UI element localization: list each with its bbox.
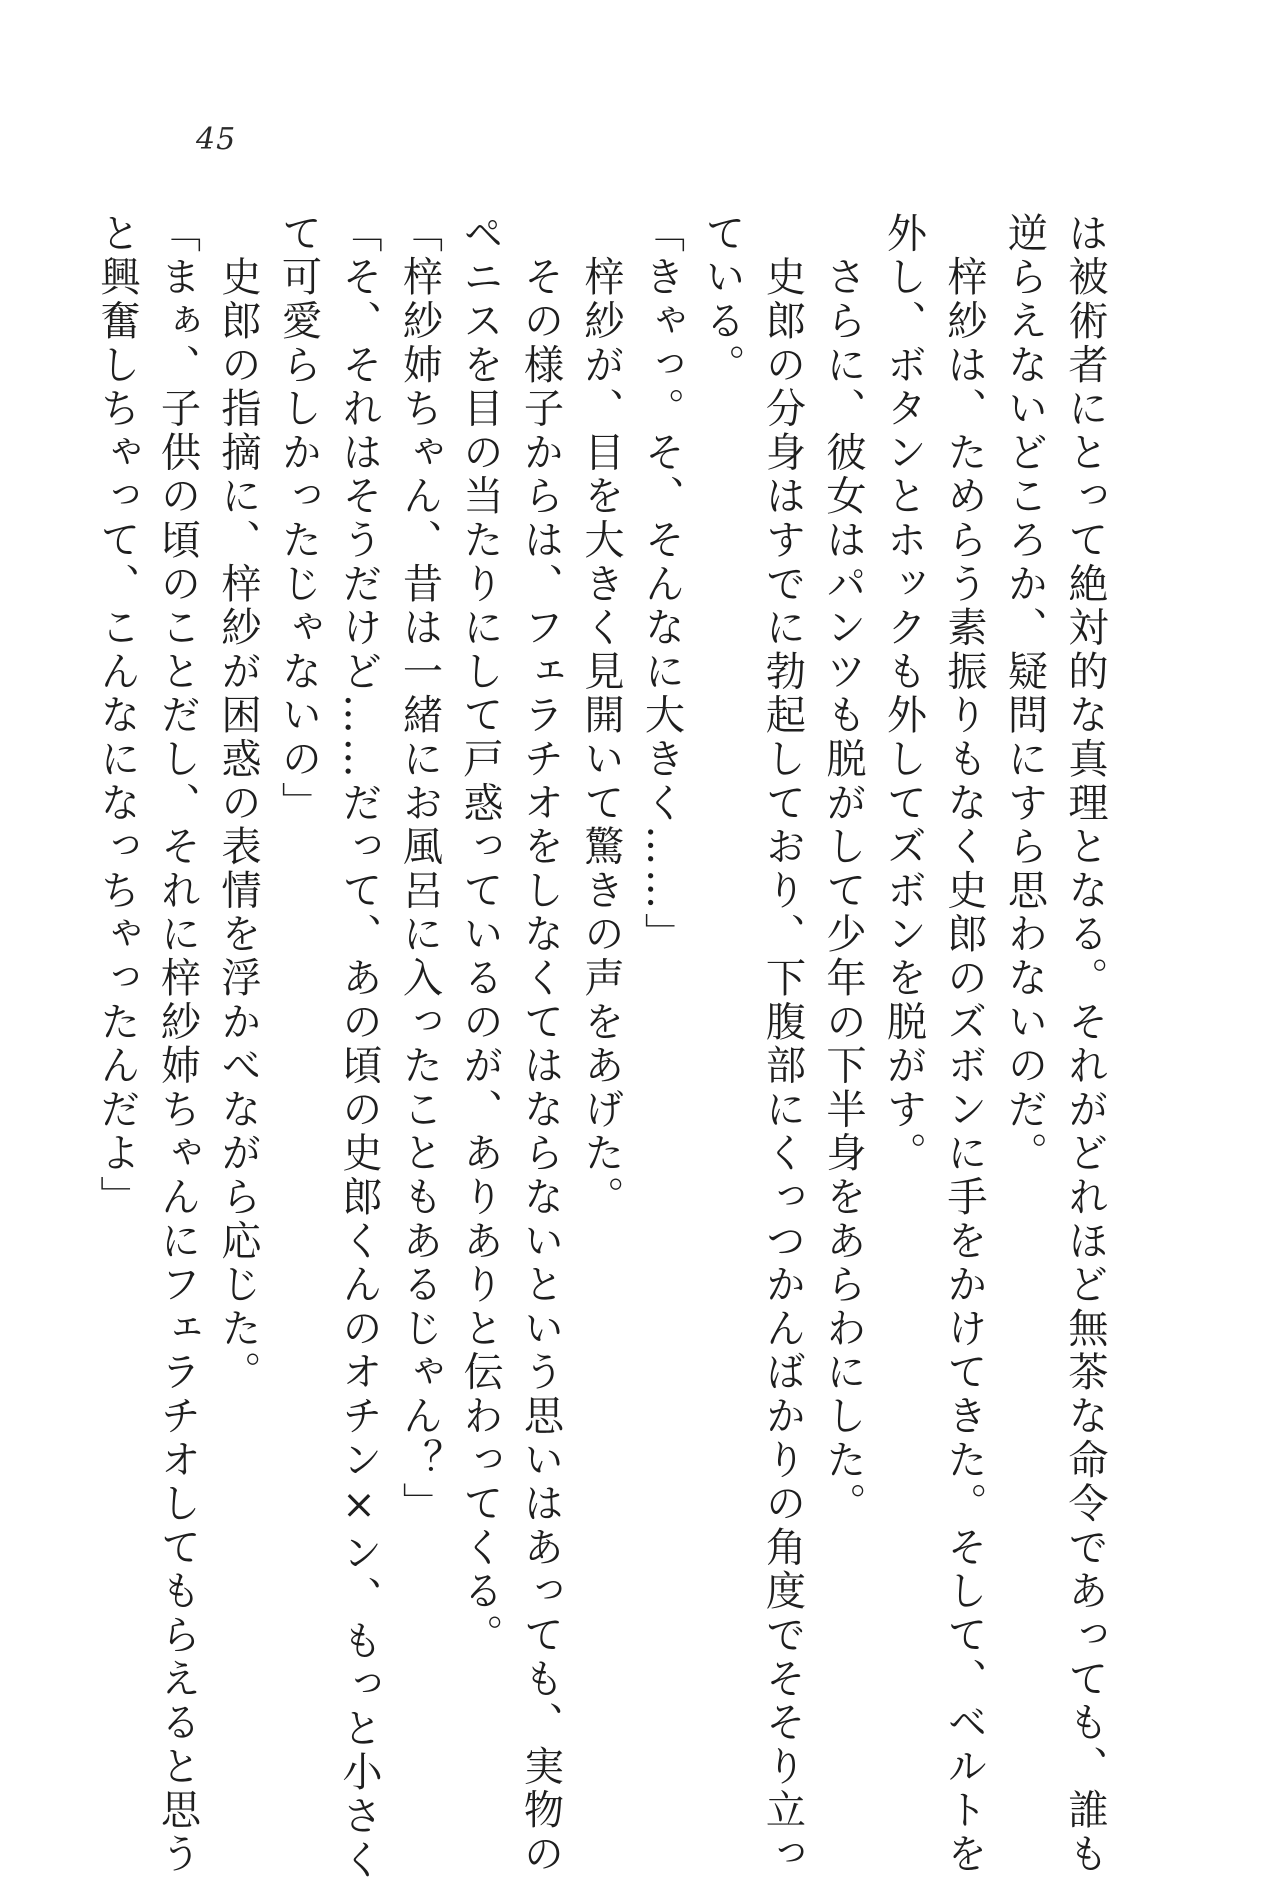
text-line-4: 外し、ボタンとホックも外してズボンを脱がす。 (880, 212, 927, 1176)
text-line-11: ペニスを目の当たりにして戸惑っているのが、ありありと伝わってくる。 (457, 212, 503, 1658)
text-line-8: 「きゃっ。そ、そんなに大きく……」 (638, 212, 685, 957)
text-line-14: て可愛らしかったじゃないの」 (275, 212, 322, 826)
text-line-3: 梓紗は、ためらう素振りもなく史郎のズボンに手をかけてきた。そして、ベルトを (941, 212, 987, 1877)
body-text (94, 212, 1115, 1882)
text-line-2: 逆らえないどころか、疑問にすら思わないのだ。 (1001, 212, 1048, 1176)
text-line-1: は被術者にとって絶対的な真理となる。それがどれほど無茶な命令であっても、誰も (1062, 212, 1108, 1877)
text-line-16: 「まぁ、子供の頃のことだし、それに梓紗姉ちゃんにフェラチオしてもらえると思う (154, 212, 201, 1877)
text-line-9: 梓紗が、目を大きく見開いて驚きの声をあげた。 (578, 212, 624, 1220)
text-line-6: 史郎の分身はすでに勃起しており、下腹部にくっつかんばかりの角度でそそり立っ (759, 212, 806, 1877)
text-line-17: と興奮しちゃって、こんなになっちゃったんだよ」 (94, 212, 140, 1220)
text-line-7: ている。 (699, 212, 745, 388)
text-line-12: 「梓紗姉ちゃん、昔は一緒にお風呂に入ったこともあるじゃん？」 (396, 212, 443, 1526)
page-number: 45 (196, 122, 237, 157)
text-line-15: 史郎の指摘に、梓紗が困惑の表情を浮かべながら応じた。 (215, 212, 261, 1395)
text-line-13: 「そ、それはそうだけど……だって、あの頃の史郎くんのオチン×ン、もっと小さく (336, 212, 382, 1882)
text-line-5: さらに、彼女はパンツも脱がして少年の下半身をあらわにした。 (820, 212, 866, 1526)
text-line-10: その様子からは、フェラチオをしなくてはならないという思いはあっても、実物の (517, 212, 564, 1877)
